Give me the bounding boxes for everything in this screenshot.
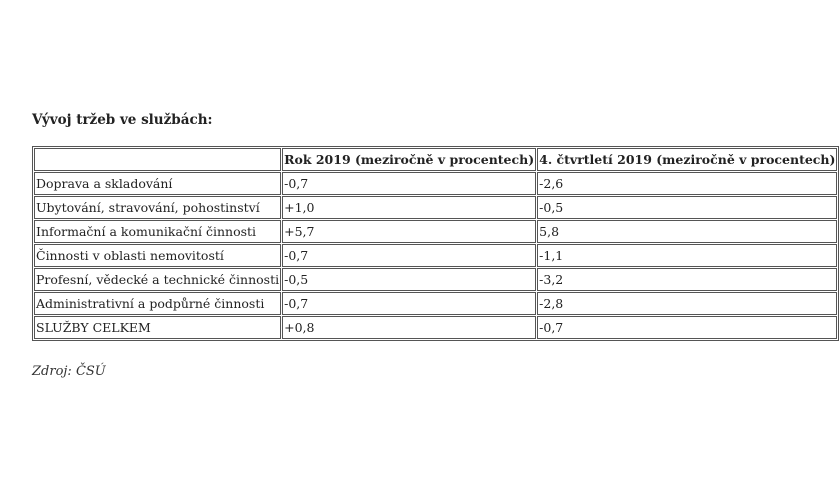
row-q4-value: -2,6 xyxy=(537,172,837,195)
row-category: Administrativní a podpůrné činnosti xyxy=(34,292,281,315)
row-q4-value: -2,8 xyxy=(537,292,837,315)
header-category xyxy=(34,148,281,171)
header-q4-2019: 4. čtvrtletí 2019 (meziročně v procentech) xyxy=(537,148,837,171)
row-year-value: -0,7 xyxy=(282,172,536,195)
row-q4-value: -3,2 xyxy=(537,268,837,291)
services-revenue-table xyxy=(32,146,839,341)
table-row xyxy=(34,268,837,291)
table-row xyxy=(34,220,837,243)
row-year-value: -0,7 xyxy=(282,244,536,267)
row-q4-value: 5,8 xyxy=(537,220,837,243)
table-row xyxy=(34,196,837,219)
source-note: Zdroj: ČSÚ xyxy=(32,364,106,379)
row-category: SLUŽBY CELKEM xyxy=(34,316,281,339)
row-year-value: +1,0 xyxy=(282,196,536,219)
table-heading: Vývoj tržeb ve službách: xyxy=(32,112,213,128)
table-row xyxy=(34,172,837,195)
row-q4-value: -1,1 xyxy=(537,244,837,267)
row-category: Doprava a skladování xyxy=(34,172,281,195)
row-year-value: +5,7 xyxy=(282,220,536,243)
row-q4-value: -0,5 xyxy=(537,196,837,219)
table-row xyxy=(34,292,837,315)
row-category: Ubytování, stravování, pohostinství xyxy=(34,196,281,219)
table-row-total xyxy=(34,316,837,339)
header-year-2019: Rok 2019 (meziročně v procentech) xyxy=(282,148,536,171)
table-header-row xyxy=(34,148,837,171)
table-row xyxy=(34,244,837,267)
row-category: Profesní, vědecké a technické činnosti xyxy=(34,268,281,291)
row-year-value: +0,8 xyxy=(282,316,536,339)
row-category: Činnosti v oblasti nemovitostí xyxy=(34,244,281,267)
row-year-value: -0,5 xyxy=(282,268,536,291)
row-category: Informační a komunikační činnosti xyxy=(34,220,281,243)
row-year-value: -0,7 xyxy=(282,292,536,315)
row-q4-value: -0,7 xyxy=(537,316,837,339)
